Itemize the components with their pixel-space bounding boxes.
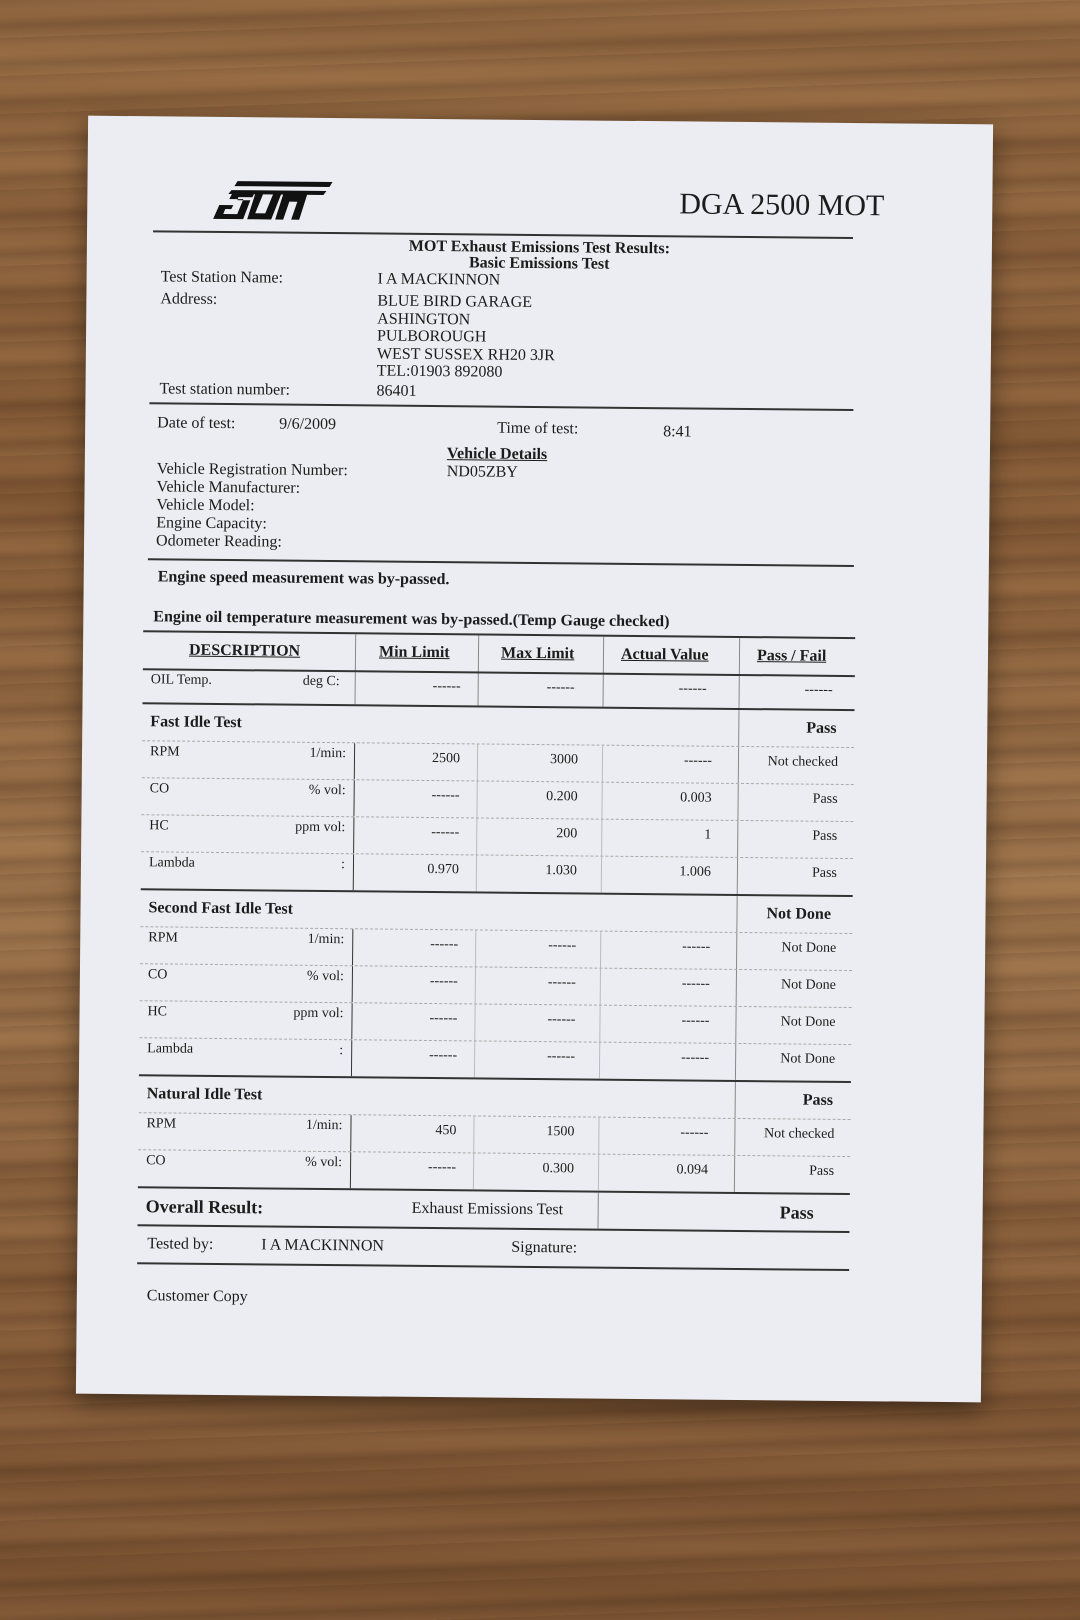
column-divider	[734, 1119, 735, 1155]
column-divider	[738, 747, 739, 783]
station-name-label: Test Station Name:	[160, 268, 284, 287]
section-result: Pass	[806, 719, 837, 737]
row-min: ------	[428, 1159, 457, 1176]
column-divider	[737, 821, 738, 857]
address-line: WEST SUSSEX RH20 3JR	[376, 344, 555, 364]
address-line: BLUE BIRD GARAGE	[377, 292, 533, 311]
row-min: 2500	[431, 751, 461, 767]
row-actual: ------	[681, 1050, 710, 1066]
results-table	[137, 632, 856, 1321]
engine-speed-note: Engine speed measurement was by-passed.	[157, 568, 450, 589]
row-max: 3000	[549, 752, 579, 768]
column-divider	[474, 1041, 475, 1077]
brand-name: Sun	[207, 178, 210, 180]
row-actual: 1	[704, 827, 712, 843]
col-header-actual-value: Actual Value	[620, 645, 709, 664]
column-divider	[354, 743, 355, 779]
station-number-label: Test station number:	[159, 380, 291, 399]
row-min: ------	[432, 679, 461, 695]
column-divider	[352, 966, 353, 1002]
customer-copy-label: Customer Copy	[146, 1287, 248, 1306]
row-result: Pass	[812, 828, 838, 844]
col-header-description: DESCRIPTION	[188, 641, 301, 660]
column-divider	[601, 783, 602, 819]
column-divider	[477, 744, 478, 780]
column-divider	[475, 930, 476, 966]
row-name: CO	[146, 1153, 166, 1169]
col-header-pass-fail: Pass / Fail	[756, 647, 827, 665]
address-line: ASHINGTON	[377, 309, 471, 328]
row-name: OIL Temp.	[150, 672, 213, 688]
station-number-value: 86401	[376, 382, 417, 400]
row-name: CO	[149, 781, 170, 797]
test-section	[139, 890, 853, 1083]
column-divider	[353, 780, 354, 816]
tested-by-label: Tested by:	[147, 1235, 214, 1253]
row-result: Not Done	[780, 1051, 836, 1067]
address-label: Address:	[160, 290, 218, 308]
column-divider	[476, 818, 477, 854]
row-result: Pass	[809, 1163, 835, 1179]
overall-test-name: Exhaust Emissions Test	[411, 1199, 564, 1219]
column-divider	[737, 784, 738, 820]
table-row	[138, 1150, 850, 1193]
row-unit: :	[341, 857, 346, 873]
row-name: HC	[149, 818, 169, 834]
column-divider	[598, 1155, 599, 1191]
row-unit: % vol:	[306, 968, 344, 985]
column-divider	[475, 967, 476, 1003]
column-divider	[735, 1082, 736, 1118]
column-divider	[737, 858, 738, 894]
row-unit: deg C:	[302, 673, 340, 690]
row-name: HC	[147, 1004, 168, 1020]
column-divider	[602, 746, 603, 782]
column-divider	[352, 929, 353, 965]
column-divider	[601, 857, 602, 893]
time-value: 8:41	[663, 423, 692, 441]
column-divider	[476, 855, 477, 891]
row-max: ------	[548, 938, 577, 954]
row-min: ------	[431, 825, 460, 841]
row-name: Lambda	[148, 855, 195, 871]
row-max: ------	[547, 1012, 576, 1028]
column-divider	[353, 854, 354, 890]
row-max: ------	[547, 975, 576, 991]
time-label: Time of test:	[497, 419, 579, 438]
row-min: ------	[429, 974, 458, 990]
customer-copy-row	[137, 1264, 849, 1321]
column-divider	[601, 820, 602, 856]
row-unit: ppm vol:	[293, 1005, 344, 1022]
row-result: Not checked	[763, 1126, 835, 1142]
row-max: ------	[547, 1049, 576, 1065]
vehicle-model-label: Vehicle Model:	[156, 496, 255, 515]
section-result: Pass	[802, 1091, 834, 1109]
row-unit: 1/min:	[307, 931, 345, 948]
signature-label: Signature:	[511, 1238, 578, 1257]
address-line: TEL:01903 892080	[376, 362, 503, 381]
column-divider	[599, 1043, 600, 1079]
column-divider	[598, 1118, 599, 1154]
row-name: CO	[147, 967, 168, 983]
station-divider	[149, 402, 853, 411]
section-title: Fast Idle Test	[150, 713, 242, 732]
vehicle-reg-value: ND05ZBY	[446, 463, 518, 481]
oil-temp-note: Engine oil temperature measurement was by-passed.(Temp Gauge checked)	[153, 608, 670, 631]
column-divider	[350, 1115, 351, 1151]
row-unit: ppm vol:	[295, 819, 346, 836]
table-row	[139, 1038, 851, 1081]
row-actual: 1.006	[679, 864, 711, 880]
row-name: RPM	[148, 930, 178, 946]
row-result: Pass	[811, 865, 837, 881]
row-actual: ------	[683, 753, 713, 769]
vehicle-reg-label: Vehicle Registration Number:	[156, 460, 348, 480]
row-unit: 1/min:	[305, 1117, 343, 1134]
station-name-value: I A MACKINNON	[377, 270, 501, 289]
mot-certificate-paper	[76, 116, 993, 1403]
row-max: 0.200	[546, 789, 578, 805]
column-divider	[600, 969, 601, 1005]
column-divider	[476, 781, 477, 817]
row-min: ------	[431, 788, 460, 804]
row-actual: ------	[681, 1013, 710, 1029]
tested-by-value: I A MACKINNON	[261, 1236, 385, 1255]
date-value: 9/6/2009	[279, 415, 337, 434]
vehicle-divider	[148, 558, 854, 567]
vehicle-details-heading: Vehicle Details	[446, 445, 548, 464]
report-title-line1: MOT Exhaust Emissions Test Results:	[408, 237, 671, 258]
row-result: Not Done	[780, 977, 836, 993]
column-divider	[734, 1156, 735, 1192]
test-sections	[138, 704, 855, 1195]
row-min: ------	[430, 937, 459, 953]
row-max: ------	[546, 680, 575, 696]
row-max: 1500	[546, 1124, 575, 1140]
odometer-label: Odometer Reading:	[155, 532, 282, 551]
column-divider	[735, 1044, 736, 1080]
row-result: Not Done	[781, 940, 837, 956]
row-max: 1.030	[545, 863, 577, 879]
row-unit: :	[339, 1043, 344, 1059]
vehicle-manufacturer-label: Vehicle Manufacturer:	[156, 478, 301, 497]
column-divider	[474, 1004, 475, 1040]
overall-result-label: Overall Result:	[145, 1195, 264, 1217]
row-result: Not Done	[780, 1014, 836, 1030]
row-unit: % vol:	[308, 782, 346, 799]
row-actual: ------	[681, 976, 710, 992]
report-title-line2: Basic Emissions Test	[468, 254, 610, 273]
column-divider	[473, 1116, 474, 1152]
column-divider	[736, 970, 737, 1006]
row-actual: 0.094	[676, 1162, 709, 1178]
column-divider	[735, 1007, 736, 1043]
col-header-max-limit: Max Limit	[500, 644, 575, 663]
column-divider	[351, 1040, 352, 1076]
row-result: Not checked	[767, 754, 839, 770]
table-row	[141, 852, 853, 895]
sun-logo-icon	[207, 179, 332, 224]
row-min: 450	[435, 1123, 457, 1139]
row-name: Lambda	[147, 1041, 194, 1057]
row-name: RPM	[149, 744, 180, 760]
row-min: 0.970	[427, 861, 460, 878]
row-name: RPM	[146, 1116, 177, 1132]
row-min: ------	[429, 1048, 458, 1064]
column-divider	[738, 710, 739, 746]
section-result: Not Done	[766, 905, 832, 923]
column-divider	[597, 1193, 598, 1229]
date-label: Date of test:	[157, 414, 236, 433]
row-actual: ------	[682, 939, 711, 955]
row-max: 200	[556, 826, 578, 842]
col-header-min-limit: Min Limit	[378, 643, 450, 662]
row-max: 0.300	[542, 1161, 575, 1177]
column-divider	[473, 1153, 474, 1189]
column-divider	[599, 1006, 600, 1042]
address-lines	[377, 292, 556, 381]
overall-result-value: Pass	[779, 1201, 814, 1223]
row-unit: 1/min:	[309, 745, 347, 762]
column-divider	[350, 1152, 351, 1188]
engine-capacity-label: Engine Capacity:	[156, 514, 267, 533]
row-actual: 0.003	[680, 790, 712, 806]
address-line: PULBOROUGH	[376, 327, 487, 346]
analyser-model: DGA 2500 MOT	[679, 187, 885, 223]
column-divider	[351, 1003, 352, 1039]
row-result: Pass	[812, 791, 838, 807]
column-divider	[736, 933, 737, 969]
row-actual: ------	[678, 681, 707, 697]
section-title: Natural Idle Test	[146, 1085, 263, 1104]
column-divider	[736, 896, 737, 932]
column-divider	[353, 817, 354, 853]
row-result: ------	[804, 682, 833, 698]
row-unit: % vol:	[305, 1154, 343, 1171]
row-actual: ------	[680, 1125, 709, 1141]
section-title: Second Fast Idle Test	[148, 899, 294, 918]
column-divider	[600, 932, 601, 968]
test-section	[141, 704, 855, 897]
row-min: ------	[429, 1011, 458, 1027]
test-section	[138, 1076, 851, 1195]
